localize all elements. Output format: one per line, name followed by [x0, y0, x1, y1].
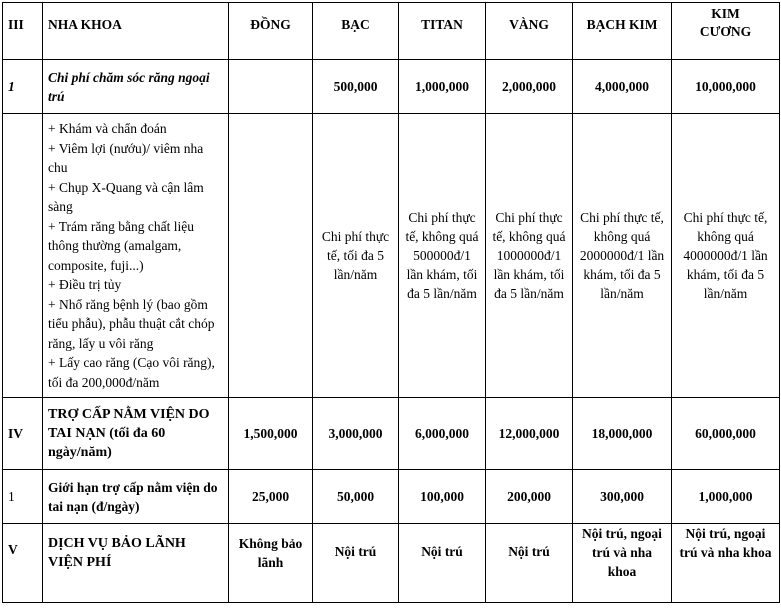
header-plan-titan: TITAN [399, 3, 486, 60]
header-plan-vang: VÀNG [486, 3, 573, 60]
row-accident-allowance [3, 398, 780, 470]
value-kim-cuong: Nội trú, ngoại trú và nha khoa [672, 524, 780, 603]
row-dental-coverage [3, 114, 780, 398]
value-kim-cuong: 60,000,000 [672, 398, 780, 470]
row-label: Chi phí chăm sóc răng ngoại trú [43, 60, 229, 114]
header-plan-dong: ĐỒNG [229, 3, 313, 60]
row-guarantee [3, 524, 780, 603]
value-dong: 25,000 [229, 470, 313, 524]
value-bac: 500,000 [313, 60, 399, 114]
coverage-item: + Chụp X-Quang và cận lâm sàng [48, 179, 204, 214]
value-vang: 12,000,000 [486, 398, 573, 470]
header-plan-bac: BẠC [313, 3, 399, 60]
value-bach-kim: Nội trú, ngoại trú và nha khoa [573, 524, 672, 603]
header-row [3, 3, 780, 60]
value-bach-kim: Chi phí thực tế, không quá 2000000đ/1 lần khám, tối đa 5 lần/năm [573, 114, 672, 398]
value-vang: Nội trú [486, 524, 573, 603]
coverage-item: + Viêm lợi (nướu)/ viêm nha chu [48, 140, 204, 175]
value-kim-cuong: 1,000,000 [672, 470, 780, 524]
row-label: TRỢ CẤP NẰM VIỆN DO TAI NẠN (tối đa 60 ngày/năm) [43, 398, 229, 470]
row-index: V [3, 524, 43, 603]
row-index [3, 114, 43, 398]
header-category: NHA KHOA [43, 3, 229, 60]
value-dong [229, 60, 313, 114]
value-titan: Chi phí thực tế, không quá 500000đ/1 lần khám, tối đa 5 lần/năm [399, 114, 486, 398]
value-titan: 100,000 [399, 470, 486, 524]
row-label: Giới hạn trợ cấp nằm viện do tai nạn (đ/ngày) [43, 470, 229, 524]
header-plan-kim-cuong: KIM CƯƠNG [672, 3, 780, 60]
coverage-item: + Nhổ răng bệnh lý (bao gồm tiểu phẫu), phẫu thuật cắt chóp răng, lấy u vôi răng [48, 296, 215, 351]
value-bach-kim: 300,000 [573, 470, 672, 524]
row-index: 1 [3, 470, 43, 524]
value-titan: 6,000,000 [399, 398, 486, 470]
value-vang: Chi phí thực tế, không quá 1000000đ/1 lần khám, tối đa 5 lần/năm [486, 114, 573, 398]
benefits-table [2, 2, 780, 603]
value-vang: 2,000,000 [486, 60, 573, 114]
value-bac: Chi phí thực tế, tối đa 5 lần/năm [313, 114, 399, 398]
value-kim-cuong: Chi phí thực tế, không quá 4000000đ/1 lần khám, tối đa 5 lần/năm [672, 114, 780, 398]
value-bach-kim: 4,000,000 [573, 60, 672, 114]
header-plan-bach-kim: BẠCH KIM [573, 3, 672, 60]
row-label: DỊCH VỤ BẢO LÃNH VIỆN PHÍ [43, 524, 229, 603]
coverage-item: + Điều trị tủy [48, 277, 122, 292]
row-index: 1 [3, 60, 43, 114]
row-dental-fee [3, 60, 780, 114]
row-daily-limit [3, 470, 780, 524]
coverage-item: + Trám răng bằng chất liệu thông thường (amalgam, composite, fuji...) [48, 218, 194, 273]
row-index: IV [3, 398, 43, 470]
value-bac: Nội trú [313, 524, 399, 603]
value-dong [229, 114, 313, 398]
value-titan: Nội trú [399, 524, 486, 603]
value-bach-kim: 18,000,000 [573, 398, 672, 470]
value-vang: 200,000 [486, 470, 573, 524]
value-dong: Không bảo lãnh [229, 524, 313, 603]
value-bac: 3,000,000 [313, 398, 399, 470]
value-titan: 1,000,000 [399, 60, 486, 114]
value-dong: 1,500,000 [229, 398, 313, 470]
value-kim-cuong: 10,000,000 [672, 60, 780, 114]
header-index: III [3, 3, 43, 60]
coverage-list [43, 114, 229, 398]
coverage-item: + Khám và chẩn đoán [48, 121, 167, 136]
coverage-item: + Lấy cao răng (Cạo vôi răng), tối đa 200,000đ/năm [48, 355, 215, 390]
value-bac: 50,000 [313, 470, 399, 524]
